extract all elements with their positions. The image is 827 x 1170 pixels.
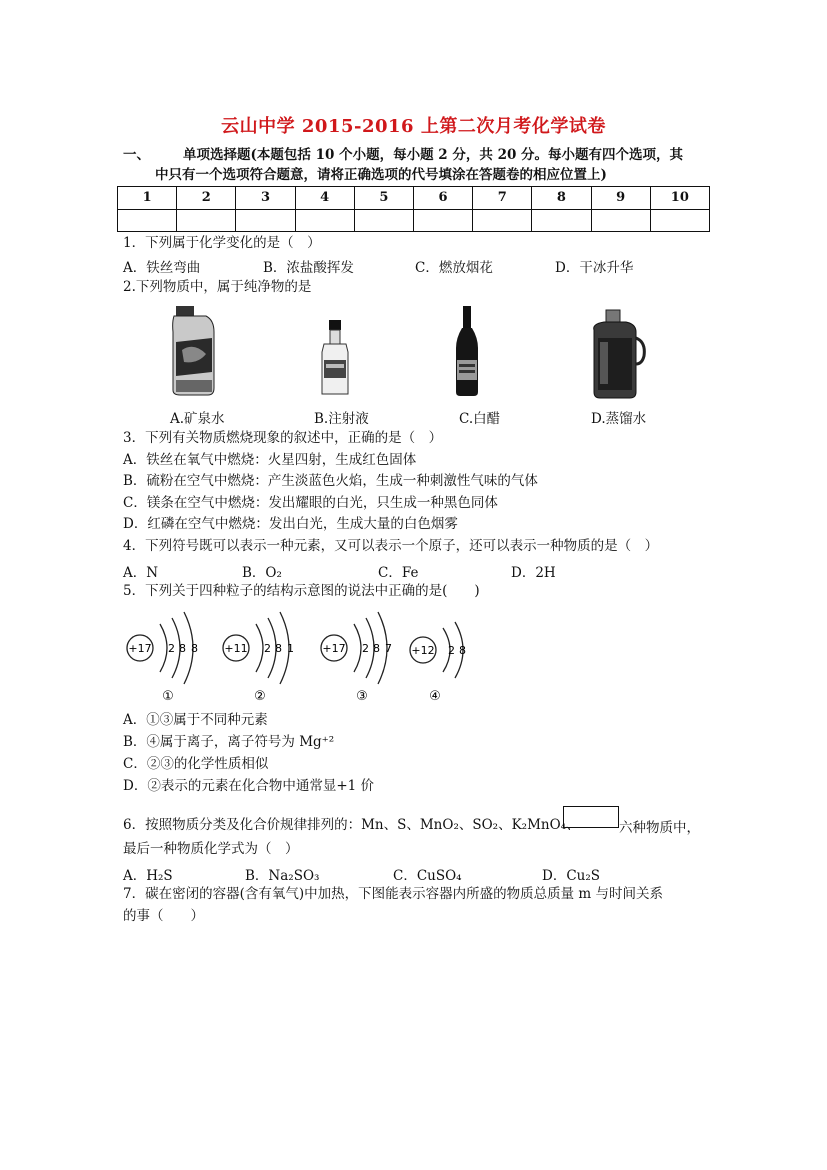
mineral-water-bottle-photo — [168, 302, 218, 397]
q3-option-c: C．镁条在空气中燃烧：发出耀眼的白光，只生成一种黑色同体 — [123, 495, 498, 511]
q3-stem: 3．下列有关物质燃烧现象的叙述中，正确的是（ ） — [123, 430, 443, 446]
particle-3-shell-2: 8 — [373, 642, 380, 655]
section-number: 一、 — [123, 147, 150, 163]
particle-1-label: ① — [162, 689, 174, 704]
q6-stem-line2: 最后一种物质化学式为（ ） — [123, 841, 299, 857]
answer-cell[interactable] — [413, 209, 472, 232]
particle-2-shell-3: 1 — [287, 642, 294, 655]
q5-option-c: C．②③的化学性质相似 — [123, 756, 269, 772]
answer-cell[interactable] — [177, 209, 236, 232]
particle-1-shell-3: 8 — [191, 642, 198, 655]
q4-option-a: A．N — [123, 565, 159, 581]
q1-option-a: A．铁丝弯曲 — [123, 260, 201, 276]
particle-2-structure-diagram — [220, 608, 310, 704]
answer-cell[interactable] — [650, 209, 709, 232]
particle-2-shell-1: 2 — [264, 642, 271, 655]
particle-3-shell-1: 2 — [362, 642, 369, 655]
particle-1-nucleus: +17 — [128, 642, 152, 655]
q4-option-b: B．O₂ — [242, 565, 282, 581]
answer-cell[interactable] — [591, 209, 650, 232]
q3-option-b: B．硫粉在空气中燃烧：产生淡蓝色火焰，生成一种刺激性气味的气体 — [123, 473, 538, 489]
q7-stem-line2: 的事（ ） — [123, 908, 204, 924]
answer-grid-blank-row — [118, 209, 710, 232]
answer-cell[interactable] — [532, 209, 591, 232]
answer-grid — [117, 186, 710, 232]
particle-3-shell-3: 7 — [385, 642, 392, 655]
q7-stem-line1: 7．碳在密闭的容器(含有氧气)中加热，下图能表示容器内所盛的物质总质量 m 与时间关系 — [123, 886, 664, 902]
q2-option-c: C.白醋 — [459, 411, 501, 427]
particle-4-label: ④ — [429, 689, 441, 704]
q2-option-a: A.矿泉水 — [170, 411, 225, 427]
particle-3-nucleus: +17 — [322, 642, 346, 655]
answer-header-7: 7 — [473, 187, 532, 210]
particle-3-structure-diagram — [318, 608, 408, 704]
injection-bottle-photo — [314, 318, 356, 398]
particle-4-structure-diagram — [407, 608, 487, 704]
vinegar-bottle-photo — [450, 304, 484, 398]
particle-1-shell-1: 2 — [168, 642, 175, 655]
answer-header-1: 1 — [118, 187, 177, 210]
q2-option-d: D.蒸馏水 — [591, 411, 647, 427]
q6-option-b: B．Na₂SO₃ — [245, 868, 320, 884]
particle-2-shell-2: 8 — [275, 642, 282, 655]
answer-cell[interactable] — [295, 209, 354, 232]
answer-header-8: 8 — [532, 187, 591, 210]
answer-header-2: 2 — [177, 187, 236, 210]
particle-2-nucleus: +11 — [224, 642, 248, 655]
particle-3-label: ③ — [356, 689, 368, 704]
q5-option-d: D．②表示的元素在化合物中通常显+1 价 — [123, 778, 375, 794]
answer-header-10: 10 — [650, 187, 709, 210]
particle-2-label: ② — [254, 689, 266, 704]
q3-option-a: A．铁丝在氧气中燃烧：火星四射，生成红色固体 — [123, 452, 417, 468]
q5-option-b: B．④属于离子，离子符号为 Mg⁺² — [123, 734, 335, 750]
q6-option-a: A．H₂S — [123, 868, 173, 884]
distilled-water-jug-photo — [586, 308, 646, 400]
answer-header-3: 3 — [236, 187, 295, 210]
answer-grid-header-row — [118, 187, 710, 210]
answer-cell[interactable] — [118, 209, 177, 232]
answer-header-5: 5 — [354, 187, 413, 210]
q3-option-d: D．红磷在空气中燃烧：发出白光，生成大量的白色烟雾 — [123, 516, 458, 532]
exam-title: 云山中学 2015-2016 上第二次月考化学试卷 — [221, 116, 606, 137]
answer-cell[interactable] — [236, 209, 295, 232]
particle-4-nucleus: +12 — [411, 644, 435, 657]
q1-option-c: C．燃放烟花 — [415, 260, 493, 276]
section-instructions-line2: 中只有一个选项符合题意，请将正确选项的代号填涂在答题卷的相应位置上) — [155, 167, 607, 183]
answer-header-6: 6 — [413, 187, 472, 210]
q1-option-d: D．干冰升华 — [555, 260, 634, 276]
q6-stem-part2: 六种物质中， — [619, 820, 700, 836]
q4-option-c: C．Fe — [378, 565, 419, 581]
q5-option-a: A．①③属于不同种元素 — [123, 712, 268, 728]
section-instructions-line1: 单项选择题(本题包括 10 个小题，每小题 2 分，共 20 分。每小题有四个选项，其 — [183, 147, 684, 163]
q6-option-c: C．CuSO₄ — [393, 868, 462, 884]
answer-header-9: 9 — [591, 187, 650, 210]
particle-4-shell-1: 2 — [448, 644, 455, 657]
q6-stem-part1: 6．按照物质分类及化合价规律排列的：Mn、S、MnO₂、SO₂、K₂MnO₄、 — [123, 817, 580, 833]
answer-header-4: 4 — [295, 187, 354, 210]
q6-answer-blank[interactable] — [563, 806, 619, 828]
q5-stem: 5．下列关于四种粒子的结构示意图的说法中正确的是( ) — [123, 583, 480, 599]
particle-1-shell-2: 8 — [179, 642, 186, 655]
answer-cell[interactable] — [354, 209, 413, 232]
answer-cell[interactable] — [473, 209, 532, 232]
q4-stem: 4．下列符号既可以表示一种元素，又可以表示一个原子，还可以表示一种物质的是（ ） — [123, 538, 659, 554]
q2-stem: 2.下列物质中，属于纯净物的是 — [123, 279, 312, 295]
q4-option-d: D．2H — [511, 565, 556, 581]
q1-stem: 1．下列属于化学变化的是（ ） — [123, 235, 321, 251]
q2-option-b: B.注射液 — [314, 411, 369, 427]
particle-1-structure-diagram — [124, 608, 214, 704]
particle-4-shell-2: 8 — [459, 644, 466, 657]
q6-option-d: D．Cu₂S — [542, 868, 601, 884]
q1-option-b: B．浓盐酸挥发 — [263, 260, 354, 276]
